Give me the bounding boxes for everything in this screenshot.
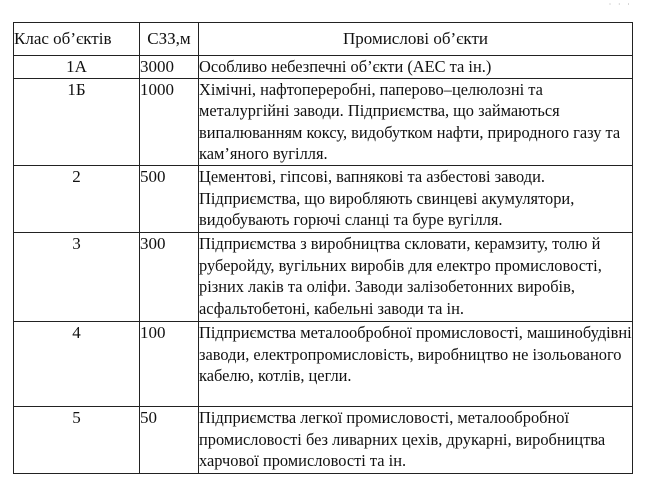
cell-objects: Підприємства легкої промисловості, металообробної промисловості без ливарних цехів, друкарні, виробництва харчової промисловості та ін. (199, 406, 633, 473)
table-row (14, 165, 633, 232)
cell-objects: Особливо небезпечні об’єкти (АЕС та ін.) (199, 56, 633, 79)
cell-class: 3 (14, 232, 140, 321)
cell-szz: 100 (140, 321, 199, 406)
cell-class: 1А (14, 56, 140, 79)
cell-objects: Підприємства з виробництва скловати, керамзиту, толю й руберойду, вугільних виробів для електро промисловості, різних лаків та оліфи. Заводи залізобетонних виробів, асфальтобетоні, кабельні заводи та ін. (199, 232, 633, 321)
cell-class: 1Б (14, 78, 140, 165)
table-row (14, 406, 633, 473)
cell-class: 4 (14, 321, 140, 406)
table-header-row (14, 23, 633, 56)
header-objects: Промислові об’єкти (199, 23, 633, 56)
header-szz: СЗЗ,м (140, 23, 199, 56)
cell-objects: Хімічні, нафтопереробні, паперово–целюлозні та металургійні заводи. Підприємства, що займаються випалюванням коксу, видобутком нафти, природного газу та кам’яного вугілля. (199, 78, 633, 165)
cell-objects: Підприємства металообробної промисловості, машинобудівні заводи, електропромисловість, виробництво не ізольованого кабелю, котлів, цегли. (199, 321, 633, 406)
table-row (14, 56, 633, 79)
cell-class: 2 (14, 165, 140, 232)
header-class: Клас об’єктів (14, 23, 140, 56)
table-row (14, 232, 633, 321)
cell-class: 5 (14, 406, 140, 473)
cell-szz: 1000 (140, 78, 199, 165)
sanitary-zone-table (13, 22, 633, 474)
table-row (14, 78, 633, 165)
table-row (14, 321, 633, 406)
cell-szz: 300 (140, 232, 199, 321)
cell-szz: 50 (140, 406, 199, 473)
cell-objects: Цементові, гіпсові, вапнякові та азбестові заводи. Підприємства, що виробляють свинцеві акумулятори, видобувають горючі сланці та буре вугілля. (199, 165, 633, 232)
cell-szz: 3000 (140, 56, 199, 79)
scan-corner-mark: ˙ ˙ ˙ (608, 2, 632, 12)
cell-szz: 500 (140, 165, 199, 232)
